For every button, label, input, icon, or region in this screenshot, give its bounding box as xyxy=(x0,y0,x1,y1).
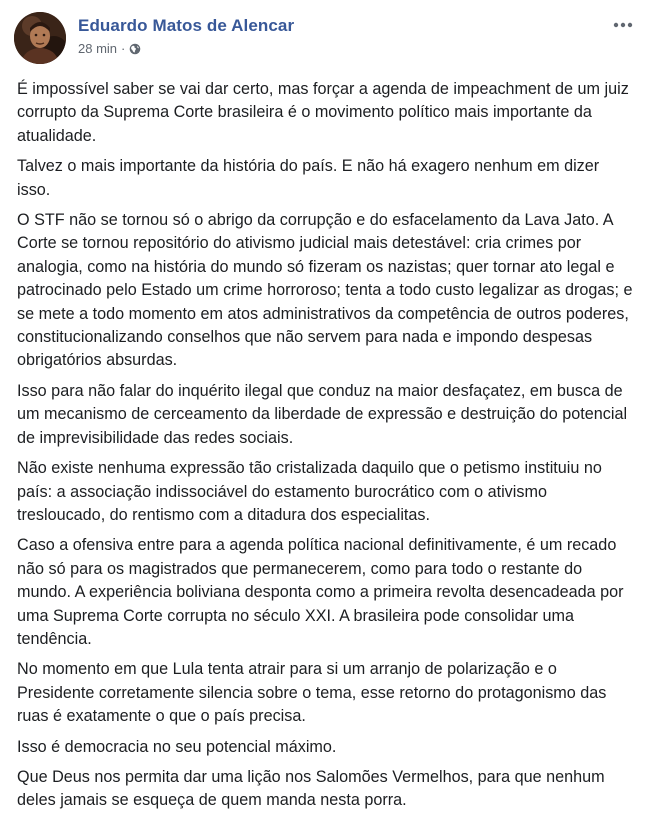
globe-icon[interactable] xyxy=(129,43,141,55)
author-name[interactable]: Eduardo Matos de Alencar xyxy=(78,16,295,35)
post-paragraph: Caso a ofensiva entre para a agenda política nacional definitivamente, é um recado não só para os magistrados que permanecerem, como para todo o restante do mundo. A experiência boliviana desponta como a primeira revolta desencadeada por uma Suprema Corte corrupta no século XXI. A brasileira pode consolidar uma tendência. xyxy=(17,536,624,648)
meta-separator: · xyxy=(121,41,126,56)
post-paragraph: Isso para não falar do inquérito ilegal que conduz na maior desfaçatez, em busca de um mecanismo de cerceamento da liberdade de expressão e destruição do potencial de imprevisibilidade das redes sociais. xyxy=(17,381,628,447)
author-avatar[interactable] xyxy=(14,12,66,64)
post-paragraph: No momento em que Lula tenta atrair para si um arranjo de polarização e o Presidente corretamente silencia sobre o tema, esse retorno do protagonismo das ruas é exatamente o que o país precisa. xyxy=(17,660,607,726)
post-paragraph: É impossível saber se vai dar certo, mas forçar a agenda de impeachment de um juiz corrupto da Suprema Corte brasileira é o movimento político mais importante da atualidade. xyxy=(17,80,629,145)
post-meta xyxy=(78,41,141,56)
post-paragraph: Não existe nenhuma expressão tão cristalizada daquilo que o petismo instituiu no país: a associação indissociável do estamento burocrático com o ativismo tresloucado, do rentismo com a ditadura dos especialitas. xyxy=(17,459,602,524)
post-paragraph: O STF não se tornou só o abrigo da corrupção e do esfacelamento da Lava Jato. A Corte se tornou repositório do ativismo judicial mais detestável: cria crimes por analogia, como na história do mundo só fizeram os nazistas; quer tornar ato legal e patrocinado pelo Estado um crime horroroso; tenta a todo custo legalizar as drogas; e se mete a todo momento em atos administrativos da competência de outros poderes, constitucionalizando conselhos que não servem para nada e impondo despesas obrigatórios absurdas. xyxy=(17,211,633,370)
post-paragraph: Que Deus nos permita dar uma lição nos Salomões Vermelhos, para que nenhum deles jamais se esqueça de quem manda nesta porra. xyxy=(17,767,605,810)
post-paragraph: Talvez o mais importante da história do país. E não há exagero nenhum em dizer isso. xyxy=(17,157,600,199)
post-timestamp[interactable]: 28 min xyxy=(78,41,118,56)
more-options-icon[interactable] xyxy=(612,18,634,30)
post-paragraph: Isso é democracia no seu potencial máximo. xyxy=(17,737,337,756)
post-body xyxy=(17,78,633,820)
avatar-photo-icon xyxy=(14,12,66,64)
post-header xyxy=(14,12,636,64)
